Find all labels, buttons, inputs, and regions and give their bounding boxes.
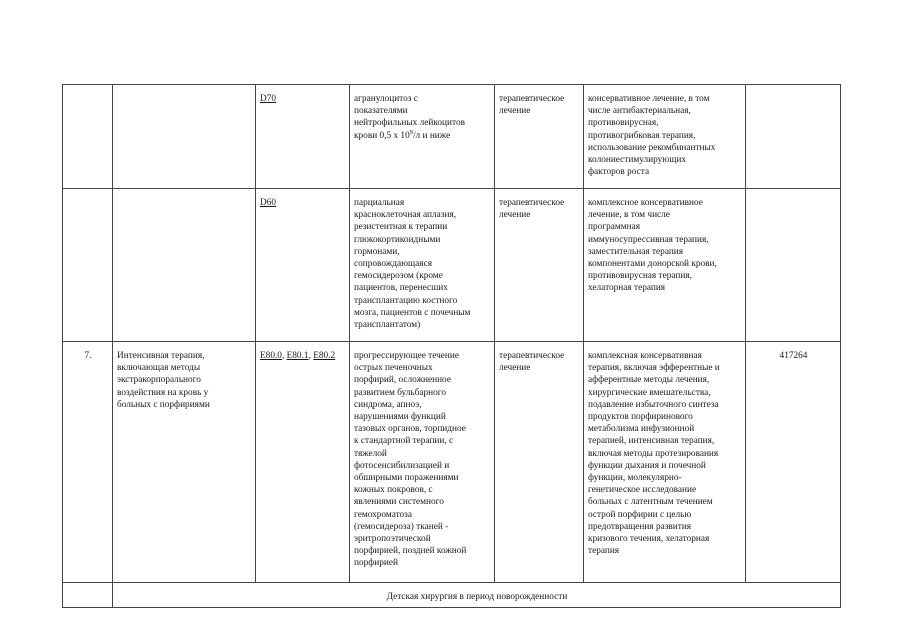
treatment-type: терапевтическое лечение bbox=[495, 85, 584, 189]
section-title: Детская хирургия в период новорожденности bbox=[113, 583, 841, 608]
treatment-method: комплексная консервативная терапия, включая эфферентные и афферентные методы лечения, хирургические вмешательства, подавление избыточного синтеза продуктов порфиринового метаболизма инфузионной терапией, интенсивная терапия, включая методы протезирования функции дыхания и почечной функции, молекулярно- генетическое исследование больных с латентным течением острой порфирии с целью предотвращения развития кризового течения, хелаторная терапия bbox=[584, 342, 746, 583]
medical-care-table bbox=[62, 84, 841, 608]
row-number bbox=[63, 583, 113, 608]
exponent: 9 bbox=[409, 128, 413, 136]
cost-value bbox=[746, 85, 841, 189]
icd-code-link[interactable]: E80.2 bbox=[313, 351, 336, 361]
care-type-name bbox=[113, 189, 256, 342]
table-row bbox=[63, 342, 841, 583]
table-row bbox=[63, 189, 841, 342]
section-row bbox=[63, 583, 841, 608]
icd-code-link[interactable]: D70 bbox=[260, 94, 277, 104]
table-row bbox=[63, 85, 841, 189]
diagnosis-codes: E80.0, E80.1, E80.2 bbox=[256, 342, 350, 583]
icd-code-link[interactable]: D60 bbox=[260, 198, 277, 208]
cost-value: 417264 bbox=[746, 342, 841, 583]
care-type-name bbox=[113, 85, 256, 189]
patient-model: парциальная красноклеточная аплазия, резистентная к терапии глюкокортикоидными гормонами, сопровождающаяся гемосидерозом (кроме пациентов, перенесших трансплантацию костного мозга, пациентов с почечным трансплантатом) bbox=[350, 189, 495, 342]
treatment-method: консервативное лечение, в том числе антибактериальная, противовирусная, противогрибковая терапия, использование рекомбинантных колониестимулирующих факторов роста bbox=[584, 85, 746, 189]
treatment-method: комплексное консервативное лечение, в том числе программная иммуносупрессивная терапия, заместительная терапия компонентами донорской крови, противовирусная терапия, хелаторная терапия bbox=[584, 189, 746, 342]
row-number bbox=[63, 189, 113, 342]
row-number: 7. bbox=[63, 342, 113, 583]
treatment-type: терапевтическое лечение bbox=[495, 342, 584, 583]
care-type-name: Интенсивная терапия, включающая методы экстракорпорального воздействия на кровь у больных с порфириями bbox=[113, 342, 256, 583]
diagnosis-codes bbox=[256, 189, 350, 342]
diagnosis-codes bbox=[256, 85, 350, 189]
icd-code-link[interactable]: E80.0 bbox=[260, 351, 282, 361]
treatment-type: терапевтическое лечение bbox=[495, 189, 584, 342]
patient-model: прогрессирующее течение острых печеночных порфирий, осложненное развитием бульбарного синдрома, апноэ, нарушениями функций тазовых органов, торпидное к стандартной терапии, с тяжелой фотосенсибилизацией и обширными поражениями кожных покровов, с явлениями системного гемохроматоза (гемосидероза) тканей - эритропоэтической порфирией, поздней кожной порфирией bbox=[350, 342, 495, 583]
cost-value bbox=[746, 189, 841, 342]
icd-code-link[interactable]: E80.1 bbox=[286, 351, 309, 361]
row-number bbox=[63, 85, 113, 189]
patient-model: агранулоцитоз с показателями нейтрофильных лейкоцитов крови 0,5 x $10^9/л$ и ниже bbox=[350, 85, 495, 189]
